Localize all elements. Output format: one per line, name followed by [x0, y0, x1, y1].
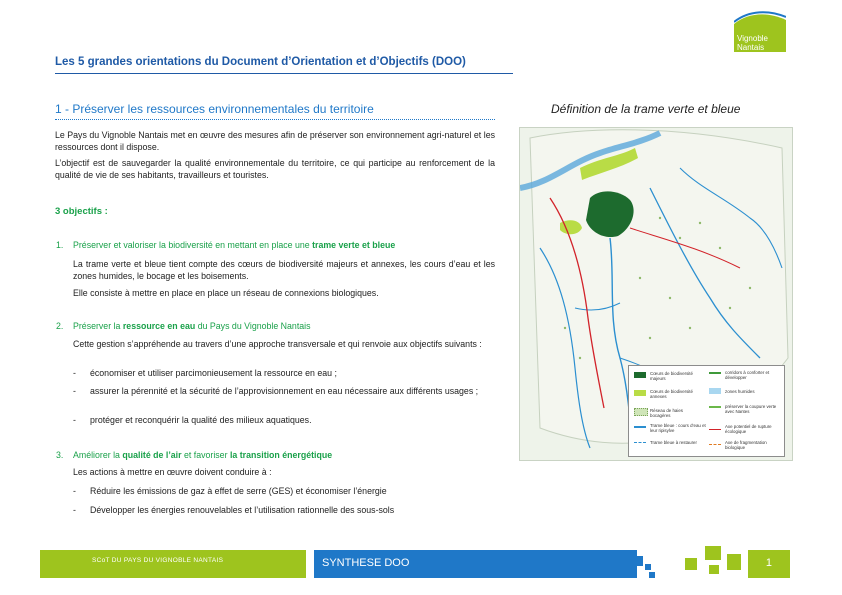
objective-1-paragraph-2: Elle consiste à mettre en place en place un réseau de connexions biologiques. — [73, 288, 379, 298]
legend-swatch-hedges — [634, 408, 648, 416]
legend-label: corridors à conforter et développer — [725, 370, 770, 380]
objective-keyword: ressource en eau — [122, 321, 196, 331]
legend-label: Axe potentiel de rupture écologique — [725, 424, 772, 434]
title-divider — [55, 73, 513, 74]
intro-paragraph-1: Le Pays du Vignoble Nantais met en œuvre des mesures afin de préserver son environnement agri-naturel et les ressources dont il dispose. — [55, 130, 495, 152]
footer-scot-label — [40, 550, 306, 578]
objective-text: du Pays du Vignoble Nantais — [195, 321, 311, 331]
objective-number: 3. — [56, 450, 64, 460]
page-title: Les 5 grandes orientations du Document d’Orientation et d’Objectifs (DOO) — [55, 56, 466, 68]
list-dash: - — [73, 368, 76, 378]
legend-label: Cœurs de biodiversité annexes — [650, 389, 693, 399]
legend-label: Trame bleue à restaurer — [650, 440, 697, 445]
map-legend — [628, 365, 785, 457]
objective-1-heading — [56, 239, 396, 251]
legend-swatch-water — [634, 426, 646, 428]
list-item — [73, 367, 512, 379]
list-item — [73, 504, 512, 516]
legend-swatch-major — [634, 372, 646, 378]
objective-number: 1. — [56, 240, 64, 250]
list-item — [73, 485, 512, 497]
legend-swatch-rupture — [709, 429, 721, 430]
legend-swatch-annex — [634, 390, 646, 396]
legend-label: zones humides — [725, 389, 755, 394]
objective-3-paragraph-1: Les actions à mettre en œuvre doivent conduire à : — [73, 467, 272, 477]
legend-label: Réseau de haies bocagères — [650, 408, 683, 418]
section-divider — [55, 119, 495, 120]
list-item — [73, 414, 512, 426]
footer-decorative-squares-icon — [637, 550, 748, 578]
objective-keyword: trame verte et bleue — [312, 240, 396, 250]
objective-text: Améliorer la — [73, 450, 123, 460]
legend-label: Cœurs de biodiversité majeurs — [650, 371, 693, 381]
objective-1-paragraph-1: La trame verte et bleue tient compte des cœurs de biodiversité majeurs et annexes, les cours d’eau et les zones humides, le bocage et les boisements. — [73, 259, 495, 281]
intro-paragraph-2: L’objectif est de sauvegarder la qualité environnementale du territoire, ce qui participe au renforcement de la qualité de vie de ses habitants, travailleurs et touristes. — [55, 158, 495, 180]
page-number: 1 — [765, 557, 772, 569]
footer-left-text: SCoT DU PAYS DU VIGNOBLE NANTAIS — [92, 557, 224, 564]
legend-swatch-corridor — [709, 372, 721, 374]
list-dash: - — [73, 386, 76, 396]
objective-text: Préserver et valoriser la biodiversité en mettant en place une — [73, 240, 313, 250]
list-item-text: Réduire les émissions de gaz à effet de serre (GES) et économiser l’énergie — [90, 486, 387, 496]
legend-label: préserver la coupure verte avec Nantes — [725, 404, 777, 414]
objective-text: et favoriser — [181, 450, 230, 460]
objective-number: 2. — [56, 321, 64, 331]
vignoble-nantais-logo — [734, 8, 786, 52]
legend-swatch-water-restore — [634, 442, 646, 443]
objective-3-heading — [56, 449, 333, 461]
list-dash: - — [73, 415, 76, 425]
objectives-heading: 3 objectifs : — [55, 206, 108, 217]
legend-label: Trame bleue : cours d’eau et leur ripisylve — [650, 423, 706, 433]
logo-text-line2: Nantais — [737, 43, 765, 52]
list-item — [73, 385, 495, 397]
list-item-text: assurer la pérennité et la sécurité de l’approvisionnement en eau nécessaire aux différents usages ; — [90, 386, 479, 396]
objective-2-paragraph-1: Cette gestion s’appréhende au travers d’une approche transversale et qui renvoie aux objectifs suivants : — [73, 339, 482, 349]
list-item-text: économiser et utiliser parcimonieusement la ressource en eau ; — [90, 368, 337, 378]
map-title: Définition de la trame verte et bleue — [551, 102, 741, 116]
page-number-box — [748, 550, 790, 578]
objective-text: Préserver la — [73, 321, 123, 331]
list-dash: - — [73, 505, 76, 515]
list-dash: - — [73, 486, 76, 496]
section-heading: 1 - Préserver les ressources environnementales du territoire — [55, 102, 374, 116]
list-item-text: protéger et reconquérir la qualité des milieux aquatiques. — [90, 415, 312, 425]
legend-swatch-fragmentation — [709, 444, 721, 445]
objective-2-heading — [56, 320, 311, 332]
legend-swatch-wetland — [709, 388, 721, 394]
footer-synthese — [314, 550, 637, 578]
logo-swoosh-icon — [734, 8, 786, 30]
objective-keyword: la transition énergétique — [229, 450, 333, 460]
footer-middle-text: SYNTHESE DOO — [322, 557, 410, 569]
objective-keyword: qualité de l’air — [122, 450, 182, 460]
list-item-text: Développer les énergies renouvelables et l’utilisation rationnelle des sous-sols — [90, 505, 395, 515]
legend-label: Axe de fragmentation biologique — [725, 440, 767, 450]
legend-swatch-green-gap — [709, 406, 721, 408]
logo-text-line1: Vignoble — [737, 34, 768, 43]
